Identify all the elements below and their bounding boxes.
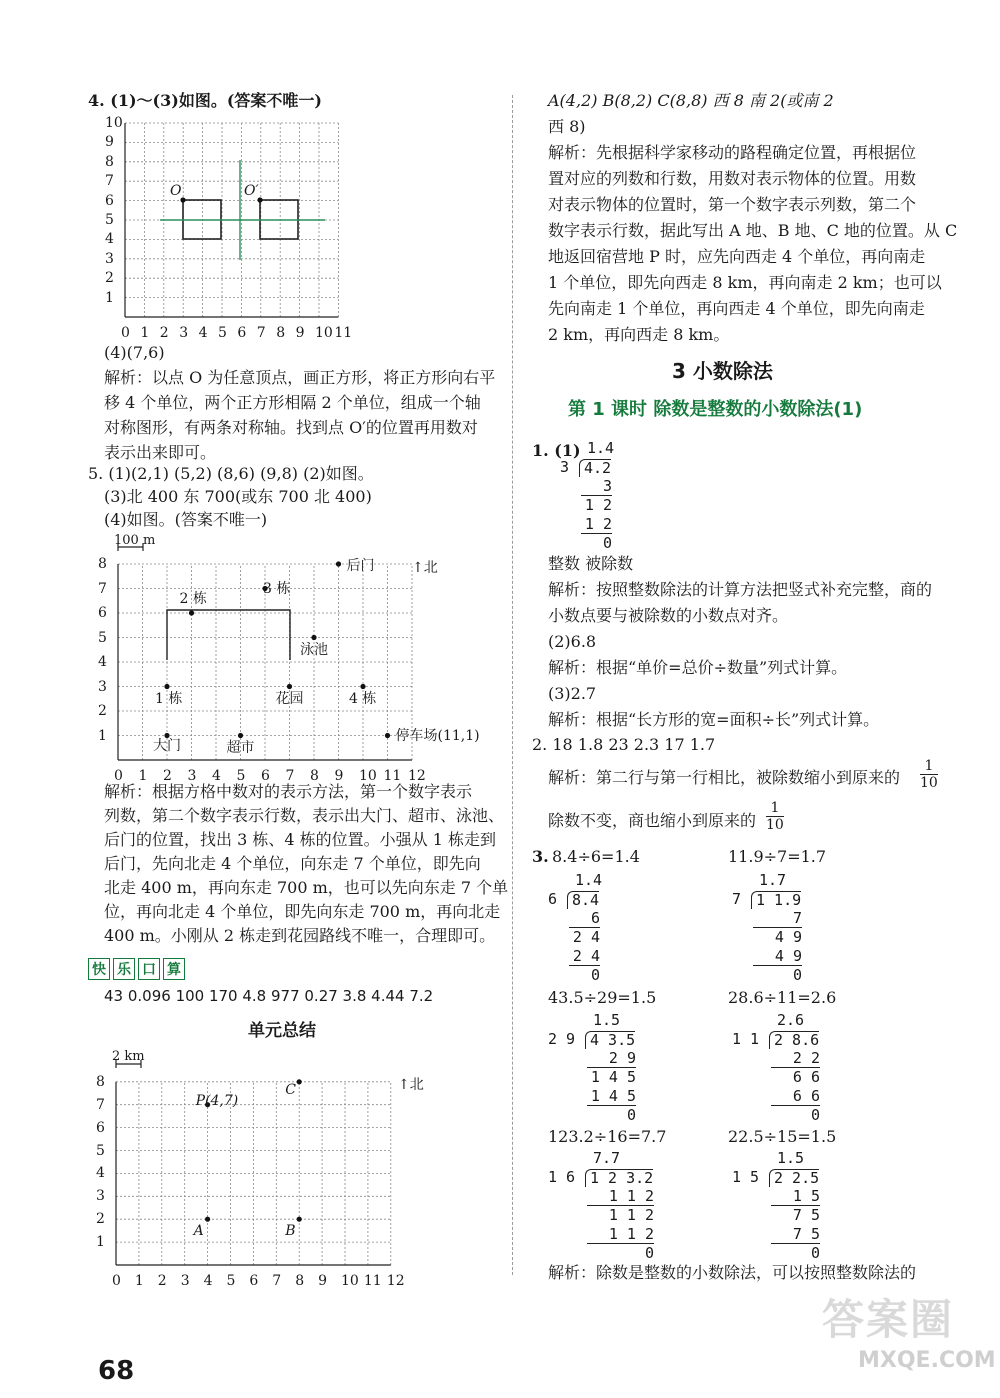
y-tick-label: 1 [98,727,107,744]
place-label: 后门 [346,558,375,574]
y-tick-label: 8 [98,556,107,572]
x-tick-label: 10 [359,768,377,784]
division-step: 0 [590,966,600,984]
divisor: 1 5 [732,1168,760,1186]
map-point [297,1217,302,1222]
division-step: 1 2 [584,496,612,514]
x-tick-label: 3 [187,768,197,784]
x-tick-label: 5 [236,768,246,784]
dividend: 1 1.9 [751,891,801,909]
x-tick-label: 8 [276,325,286,341]
q4-heading: 4. (1)～(3)如图。(答案不唯一) [88,91,322,110]
y-tick-label: 8 [96,1073,105,1090]
q4-exp-2: 移 4 个单位，两个正方形相隔 2 个单位，组成一个轴 [104,393,481,412]
division-step: 3 [581,478,612,496]
y-tick-label: 4 [105,231,114,248]
q1-exp-2: 小数点要与被除数的小数点对齐。 [548,606,789,625]
division-step: 0 [626,1106,636,1124]
point-label: P(4,7) [195,1092,239,1109]
q5-exp-7: 400 m。小刚从 2 栋走到花园路线不唯一，合理即可。 [104,926,496,945]
y-tick-label: 4 [98,654,107,670]
division-step: 4 9 [774,928,802,946]
y-tick-label: 1 [105,289,114,306]
long-division [548,1012,638,1122]
label-O: O [170,183,182,199]
north-label-3: ↑北 [398,1077,424,1093]
y-tick-label: 7 [105,173,114,190]
q4-exp-1: 解析：以点 O 为任意顶点，画正方形，将正方形向右平 [104,368,496,387]
x-tick-label: 1 [140,325,150,341]
x-tick-label: 0 [112,1273,121,1289]
y-tick-label: 1 [96,1234,105,1251]
y-tick-label: 2 [105,270,114,287]
q3-eq-5: 123.2÷16=7.7 [548,1127,667,1146]
point-label: B [285,1223,296,1240]
x-tick-label: 4 [198,325,208,341]
y-tick-label: 2 [98,703,107,719]
x-tick-label: 1 [138,768,148,784]
dividend: 2 8.6 [769,1031,819,1049]
x-tick-label: 4 [203,1273,213,1289]
q4-exp-4: 表示出来即可。 [104,443,217,462]
summary-exp-7: 先向南走 1 个单位，再向西走 4 个单位，即先向南走 [548,299,925,318]
kuaile-kousuan-label: 快 乐 口 算 [88,958,185,980]
x-tick-label: 0 [121,325,130,341]
division-step: 0 [792,966,802,984]
division-step: 6 6 [792,1068,820,1086]
long-division [560,440,630,550]
quotient: 7.7 [593,1149,621,1167]
q1-3: (3)2.7 [548,684,597,703]
divisor: 2 9 [548,1030,576,1048]
x-tick-label: 11 [334,325,353,341]
y-tick-label: 10 [105,115,123,131]
q5-exp-4: 后门，先向北走 4 个单位，向东走 7 个单位，即先向 [104,854,481,873]
long-division [732,1012,822,1122]
place-label: 超市 [226,739,255,756]
map-point [205,1217,210,1222]
y-tick-label: 8 [105,153,114,170]
place-label: 停车场(11,1) [395,727,480,744]
q5-exp-1: 解析：根据方格中数对的表示方法，第一个数字表示 [104,782,473,801]
y-tick-label: 6 [105,192,114,209]
q5-line-2: (3)北 400 东 700(或东 700 北 400) [104,487,372,506]
quotient: 1.4 [575,871,603,889]
x-tick-label: 5 [226,1273,236,1289]
division-step: 0 [644,1244,654,1262]
x-tick-label: 6 [237,325,247,341]
summary-exp-3: 对表示物体的位置时，第一个数字表示列数，第二个 [548,195,917,214]
q5-exp-3: 后门的位置，找出 3 栋、4 栋的位置。小强从 1 栋走到 [104,830,496,849]
x-tick-label: 12 [408,768,426,784]
quotient: 1.4 [587,439,615,457]
x-tick-label: 2 [159,325,169,341]
division-step: 2 4 [569,948,600,966]
divisor: 3 [560,458,570,476]
division-step: 1 1 2 [587,1188,654,1206]
x-tick-label: 9 [295,325,305,341]
division-step: 6 [569,910,600,928]
division-step: 2 9 [587,1050,636,1068]
quotient: 1.5 [777,1149,805,1167]
divisor: 6 [548,890,558,908]
q2-exp-1: 解析：第二行与第一行相比，被除数缩小到原来的 [548,768,901,787]
place-label: 花园 [275,690,304,707]
x-tick-label: 1 [134,1273,144,1289]
place-label: 2 栋 [179,591,207,607]
division-step: 0 [810,1244,820,1262]
summary-exp-2: 置对应的列数和行数，用数对表示物体的位置。用数 [548,169,917,188]
x-tick-label: 2 [163,768,172,784]
division-step: 1 5 [771,1188,820,1206]
map-point [297,1079,302,1084]
x-tick-label: 8 [295,1273,305,1289]
x-tick-label: 8 [310,768,319,784]
x-tick-label: 3 [180,1273,190,1289]
q1-3-exp: 解析：根据“长方形的宽=面积÷长”列式计算。 [548,710,880,729]
q1-exp-1: 解析：按照整数除法的计算方法把竖式补充完整，商的 [548,580,933,599]
place-label: 泳池 [300,641,328,658]
q3-eq-2: 11.9÷7=1.7 [728,847,827,866]
y-tick-label: 5 [105,212,114,228]
y-tick-label: 5 [98,629,107,646]
q5-exp-6: 位，再向北走 4 个单位，即先向东走 700 m，再向北走 [104,902,501,921]
q3-eq-3: 43.5÷29=1.5 [548,988,657,1007]
dividend: 4 3.5 [585,1031,635,1049]
division-step: 7 [753,910,802,928]
x-tick-label: 11 [363,1273,382,1289]
division-step: 2 4 [572,928,600,946]
q2-exp-2: 除数不变，商也缩小到原来的 [548,811,757,830]
divisor: 1 1 [732,1030,760,1048]
y-tick-label: 2 [96,1211,105,1228]
x-tick-label: 9 [318,1273,328,1289]
scale-2km: 2 km [112,1049,145,1064]
scale-100m: 100 m [114,533,156,548]
summary-exp-5: 地返回宿营地 P 时，应先向西走 4 个单位，再向南走 [548,247,926,266]
summary-exp-6: 1 个单位，即先向西走 8 km，再向南走 2 km；也可以 [548,273,942,292]
q3-eq-4: 28.6÷11=2.6 [728,988,837,1007]
page-number: 68 [98,1356,135,1386]
x-tick-label: 11 [383,768,402,784]
dividend: 2 2.5 [769,1169,819,1187]
x-tick-label: 2 [157,1273,167,1289]
divisor: 7 [732,890,742,908]
x-tick-label: 10 [341,1273,359,1289]
dividend: 8.4 [567,891,599,909]
watermark-url: MXQE.COM [858,1348,996,1373]
q1-after: 整数 被除数 [548,554,634,573]
division-step: 1 4 5 [587,1088,636,1106]
x-tick-label: 4 [212,768,221,784]
x-tick-label: 7 [256,325,266,341]
north-label-2: ↑北 [412,560,438,576]
division-step: 4 9 [753,948,802,966]
x-tick-label: 7 [285,768,295,784]
division-step: 1 2 [581,516,612,534]
point-label: A [193,1223,204,1240]
x-tick-label: 6 [249,1273,259,1289]
division-step: 1 1 2 [608,1206,654,1224]
q5-exp-5: 北走 400 m，再向东走 700 m，也可以先向东走 7 个单 [104,878,509,897]
long-division [732,1150,822,1260]
q3-eq-6: 22.5÷15=1.5 [728,1127,837,1146]
y-tick-label: 7 [98,580,107,597]
x-tick-label: 10 [315,325,333,341]
fraction-1: 1 10 [920,758,938,791]
y-tick-label: 9 [105,134,114,151]
watermark-logo: 答案圈 [822,1295,955,1344]
x-tick-label: 5 [218,325,227,341]
fraction-2: 1 10 [766,800,784,833]
quotient: 1.7 [759,871,787,889]
place-label: 4 栋 [349,690,377,707]
place-label: 3 栋 [263,580,291,597]
label-O-prime: O′ [244,183,259,199]
q4-exp-3: 对称图形，有两条对称轴。找到点 O′的位置再用数对 [104,418,478,437]
summary-exp-8: 2 km，再向西走 8 km。 [548,325,730,344]
unit-title: 3 小数除法 [672,359,773,383]
summary-answer-1: A(4,2) B(8,2) C(8,8) 西 8 南 2(或南 2 [548,91,834,110]
x-tick-label: 12 [386,1273,405,1289]
division-step: 0 [810,1106,820,1124]
place-label: 大门 [153,737,181,754]
division-step: 2 2 [771,1050,820,1068]
division-step: 7 5 [792,1206,820,1224]
y-tick-label: 3 [105,250,114,267]
x-tick-label: 9 [334,768,344,784]
division-step: 0 [602,534,612,552]
divisor: 1 6 [548,1168,576,1186]
x-tick-label: 6 [261,768,270,784]
place-label: 1 栋 [155,690,183,707]
q3-eq-1: 8.4÷6=1.4 [552,847,640,866]
y-tick-label: 6 [98,605,107,621]
dividend: 4.2 [579,459,611,477]
q3-label: 3. [532,847,549,866]
y-tick-label: 5 [96,1142,105,1159]
dividend: 1 2 3.2 [585,1169,653,1187]
q5-exp-2: 列数，第二个数字表示行数，表示出大门、超市、泳池、 [104,806,505,825]
y-tick-label: 6 [96,1119,105,1136]
quotient: 2.6 [777,1011,805,1029]
q1-2-exp: 解析：根据“单价=总价÷数量”列式计算。 [548,658,848,677]
kuaile-values: 43 0.096 100 170 4.8 977 0.27 3.8 4.44 7.2 [104,987,434,1005]
q5-line-1: 5. (1)(2,1) (5,2) (8,6) (9,8) (2)如图。 [88,464,374,483]
long-division [732,872,812,982]
long-division [548,872,618,982]
y-tick-label: 3 [96,1188,105,1205]
summary-title: 单元总结 [248,1021,316,1041]
x-tick-label: 0 [114,768,123,784]
summary-exp-1: 解析：先根据科学家移动的路程确定位置，再根据位 [548,143,917,162]
division-step: 7 5 [771,1226,820,1244]
division-step: 1 4 5 [590,1068,636,1086]
summary-answer-2: 西 8) [548,117,586,136]
point-label: C [285,1081,296,1098]
y-tick-label: 7 [96,1096,105,1113]
quotient: 1.5 [593,1011,621,1029]
summary-exp-4: 数字表示行数，据此写出 A 地、B 地、C 地的位置。从 C [548,221,958,240]
q1-label: 1. (1) [532,441,581,460]
x-tick-label: 7 [272,1273,282,1289]
x-tick-label: 3 [179,325,189,341]
long-division [548,1149,654,1262]
q2-answers: 2. 18 1.8 23 2.3 17 1.7 [532,735,716,754]
q4-answer: (4)(7,6) [104,343,165,362]
division-step: 1 1 2 [587,1226,654,1244]
y-tick-label: 4 [96,1165,105,1182]
q5-line-3: (4)如图。(答案不唯一) [104,510,268,529]
division-step: 6 6 [771,1088,820,1106]
final-exp: 解析：除数是整数的小数除法，可以按照整数除法的 [548,1263,917,1282]
lesson-title: 第 1 课时 除数是整数的小数除法(1) [568,399,863,420]
q1-2: (2)6.8 [548,632,597,651]
y-tick-label: 3 [98,678,107,695]
